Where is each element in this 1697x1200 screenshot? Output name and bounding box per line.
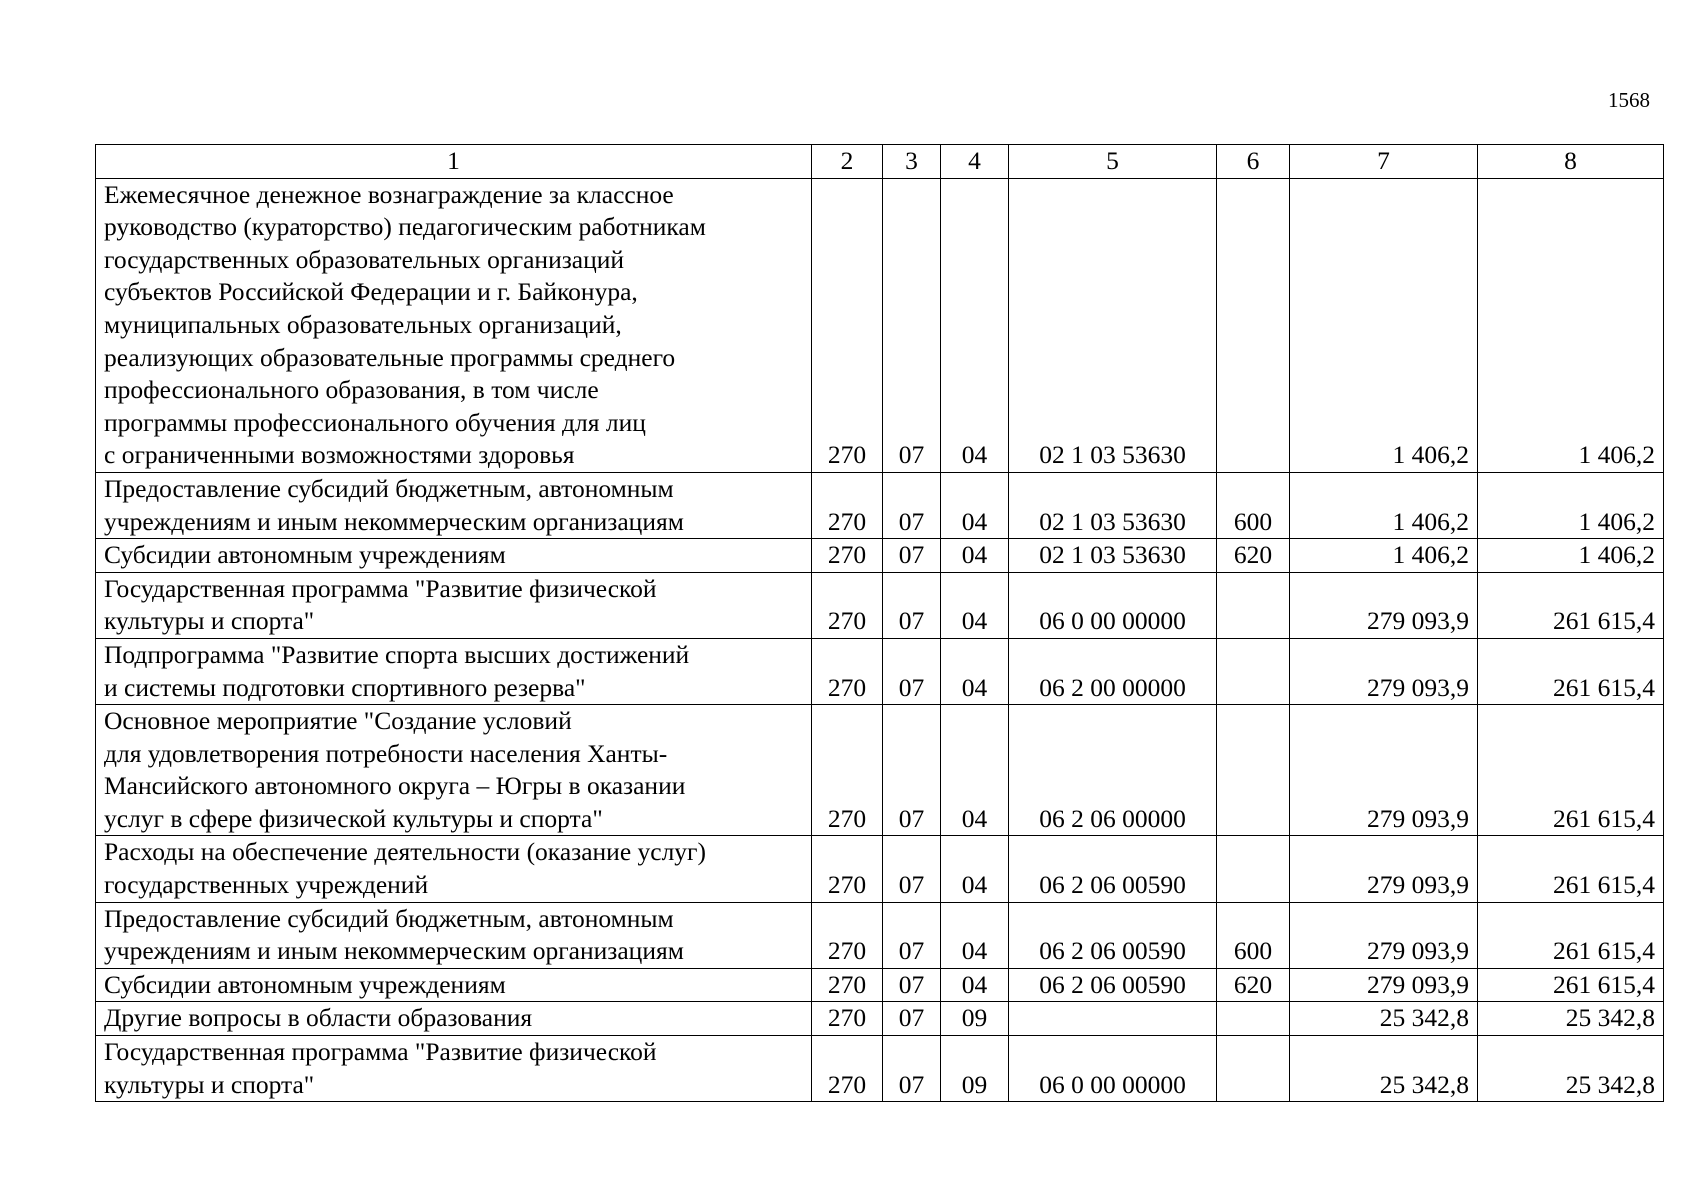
cell-amount-2: 1 406,2 bbox=[1478, 472, 1664, 538]
table-row bbox=[96, 638, 1664, 704]
cell-item-name bbox=[96, 1036, 812, 1102]
cell-target-code: 02 1 03 53630 bbox=[1009, 472, 1217, 538]
cell-target-code: 06 2 00 00000 bbox=[1009, 638, 1217, 704]
cell-amount-1: 25 342,8 bbox=[1290, 1002, 1478, 1036]
cell-subsection-code: 09 bbox=[941, 1036, 1009, 1102]
header-row bbox=[96, 145, 1664, 179]
cell-expense-type: 600 bbox=[1217, 902, 1290, 968]
cell-amount-1: 279 093,9 bbox=[1290, 572, 1478, 638]
cell-ministry-code: 270 bbox=[812, 178, 883, 472]
item-name-text: Государственная программа "Развитие физической культуры и спорта" bbox=[104, 573, 657, 636]
cell-ministry-code: 270 bbox=[812, 968, 883, 1002]
cell-amount-2: 261 615,4 bbox=[1478, 902, 1664, 968]
cell-expense-type bbox=[1217, 836, 1290, 902]
cell-section-code: 07 bbox=[883, 836, 941, 902]
item-name-text: Государственная программа "Развитие физической культуры и спорта" bbox=[104, 1037, 657, 1099]
cell-expense-type bbox=[1217, 638, 1290, 704]
cell-amount-2: 1 406,2 bbox=[1478, 539, 1664, 573]
cell-amount-1: 1 406,2 bbox=[1290, 539, 1478, 573]
cell-amount-2: 261 615,4 bbox=[1478, 572, 1664, 638]
cell-ministry-code: 270 bbox=[812, 836, 883, 902]
cell-amount-2: 25 342,8 bbox=[1478, 1036, 1664, 1102]
cell-item-name bbox=[96, 836, 812, 902]
cell-expense-type bbox=[1217, 572, 1290, 638]
cell-item-name bbox=[96, 472, 812, 538]
cell-ministry-code: 270 bbox=[812, 1002, 883, 1036]
cell-item-name bbox=[96, 902, 812, 968]
cell-subsection-code: 04 bbox=[941, 705, 1009, 836]
cell-section-code: 07 bbox=[883, 472, 941, 538]
table-row bbox=[96, 968, 1664, 1002]
item-name-text: Субсидии автономным учреждениям bbox=[104, 969, 506, 999]
column-header-3: 3 bbox=[883, 145, 941, 179]
cell-amount-1: 1 406,2 bbox=[1290, 472, 1478, 538]
item-name-text: Субсидии автономным учреждениям bbox=[104, 540, 506, 570]
cell-item-name bbox=[96, 178, 812, 472]
column-header-1: 1 bbox=[96, 145, 812, 179]
cell-item-name bbox=[96, 968, 812, 1002]
cell-item-name bbox=[96, 705, 812, 836]
cell-ministry-code: 270 bbox=[812, 1036, 883, 1102]
cell-ministry-code: 270 bbox=[812, 539, 883, 573]
cell-section-code: 07 bbox=[883, 178, 941, 472]
table-row bbox=[96, 1036, 1664, 1102]
column-header-4: 4 bbox=[941, 145, 1009, 179]
cell-target-code: 06 2 06 00590 bbox=[1009, 902, 1217, 968]
cell-expense-type: 600 bbox=[1217, 472, 1290, 538]
cell-amount-1: 279 093,9 bbox=[1290, 638, 1478, 704]
table-row bbox=[96, 705, 1664, 836]
cell-subsection-code: 04 bbox=[941, 968, 1009, 1002]
column-header-2: 2 bbox=[812, 145, 883, 179]
item-name-text: Расходы на обеспечение деятельности (оказание услуг) государственных учреждений bbox=[104, 837, 707, 900]
item-name-text: Ежемесячное денежное вознаграждение за классное руководство (кураторство) педагогическим работникам государственных образовательных организаций субъектов Российской Федерации и г. Байконура, муниципальных образовательных организаций, реализующих образовательные программы среднего профессионального образования, в том числе программы профессионального обучения для лиц с ограниченными возможностями здоровья bbox=[104, 179, 706, 470]
cell-item-name bbox=[96, 638, 812, 704]
cell-amount-2: 1 406,2 bbox=[1478, 178, 1664, 472]
cell-section-code: 07 bbox=[883, 1036, 941, 1102]
cell-target-code: 06 2 06 00590 bbox=[1009, 836, 1217, 902]
item-name-text: Основное мероприятие "Создание условий для удовлетворения потребности населения Ханты- Мансийского автономного округа – Югры в оказании услуг в сфере физической культуры и спорта" bbox=[104, 706, 686, 833]
cell-amount-1: 279 093,9 bbox=[1290, 968, 1478, 1002]
cell-section-code: 07 bbox=[883, 968, 941, 1002]
cell-target-code: 06 2 06 00590 bbox=[1009, 968, 1217, 1002]
cell-section-code: 07 bbox=[883, 1002, 941, 1036]
cell-target-code: 06 2 06 00000 bbox=[1009, 705, 1217, 836]
table-row bbox=[96, 178, 1664, 472]
cell-amount-1: 1 406,2 bbox=[1290, 178, 1478, 472]
cell-section-code: 07 bbox=[883, 638, 941, 704]
cell-section-code: 07 bbox=[883, 705, 941, 836]
column-header-7: 7 bbox=[1290, 145, 1478, 179]
table-header bbox=[96, 145, 1664, 179]
cell-target-code: 06 0 00 00000 bbox=[1009, 1036, 1217, 1102]
cell-subsection-code: 04 bbox=[941, 902, 1009, 968]
table-row bbox=[96, 836, 1664, 902]
cell-ministry-code: 270 bbox=[812, 902, 883, 968]
item-name-text: Предоставление субсидий бюджетным, автономным учреждениям и иным некоммерческим организациям bbox=[104, 473, 684, 536]
cell-item-name bbox=[96, 572, 812, 638]
cell-amount-2: 261 615,4 bbox=[1478, 836, 1664, 902]
item-name-text: Подпрограмма "Развитие спорта высших достижений и системы подготовки спортивного резерва" bbox=[104, 639, 690, 702]
cell-amount-2: 25 342,8 bbox=[1478, 1002, 1664, 1036]
cell-ministry-code: 270 bbox=[812, 638, 883, 704]
cell-amount-2: 261 615,4 bbox=[1478, 968, 1664, 1002]
cell-expense-type: 620 bbox=[1217, 539, 1290, 573]
cell-item-name bbox=[96, 539, 812, 573]
table-body bbox=[96, 178, 1664, 1102]
cell-subsection-code: 04 bbox=[941, 178, 1009, 472]
cell-target-code: 06 0 00 00000 bbox=[1009, 572, 1217, 638]
cell-expense-type bbox=[1217, 1036, 1290, 1102]
item-name-text: Другие вопросы в области образования bbox=[104, 1003, 533, 1033]
cell-target-code bbox=[1009, 1002, 1217, 1036]
column-header-6: 6 bbox=[1217, 145, 1290, 179]
table-row bbox=[96, 572, 1664, 638]
budget-table bbox=[95, 144, 1664, 1102]
cell-amount-1: 279 093,9 bbox=[1290, 705, 1478, 836]
page-number: 1568 bbox=[1608, 88, 1650, 112]
cell-amount-1: 279 093,9 bbox=[1290, 836, 1478, 902]
cell-section-code: 07 bbox=[883, 572, 941, 638]
table-row bbox=[96, 1002, 1664, 1036]
cell-expense-type bbox=[1217, 178, 1290, 472]
cell-target-code: 02 1 03 53630 bbox=[1009, 178, 1217, 472]
cell-section-code: 07 bbox=[883, 902, 941, 968]
cell-item-name bbox=[96, 1002, 812, 1036]
cell-amount-2: 261 615,4 bbox=[1478, 638, 1664, 704]
cell-amount-1: 279 093,9 bbox=[1290, 902, 1478, 968]
cell-subsection-code: 04 bbox=[941, 572, 1009, 638]
table-row bbox=[96, 902, 1664, 968]
cell-subsection-code: 04 bbox=[941, 472, 1009, 538]
cell-subsection-code: 09 bbox=[941, 1002, 1009, 1036]
cell-subsection-code: 04 bbox=[941, 836, 1009, 902]
column-header-8: 8 bbox=[1478, 145, 1664, 179]
cell-expense-type bbox=[1217, 1002, 1290, 1036]
table-row bbox=[96, 472, 1664, 538]
cell-expense-type bbox=[1217, 705, 1290, 836]
cell-ministry-code: 270 bbox=[812, 472, 883, 538]
cell-amount-1: 25 342,8 bbox=[1290, 1036, 1478, 1102]
cell-expense-type: 620 bbox=[1217, 968, 1290, 1002]
cell-ministry-code: 270 bbox=[812, 705, 883, 836]
column-header-5: 5 bbox=[1009, 145, 1217, 179]
cell-ministry-code: 270 bbox=[812, 572, 883, 638]
cell-amount-2: 261 615,4 bbox=[1478, 705, 1664, 836]
cell-section-code: 07 bbox=[883, 539, 941, 573]
item-name-text: Предоставление субсидий бюджетным, автономным учреждениям и иным некоммерческим организациям bbox=[104, 903, 684, 966]
cell-target-code: 02 1 03 53630 bbox=[1009, 539, 1217, 573]
table-row bbox=[96, 539, 1664, 573]
cell-subsection-code: 04 bbox=[941, 539, 1009, 573]
cell-subsection-code: 04 bbox=[941, 638, 1009, 704]
